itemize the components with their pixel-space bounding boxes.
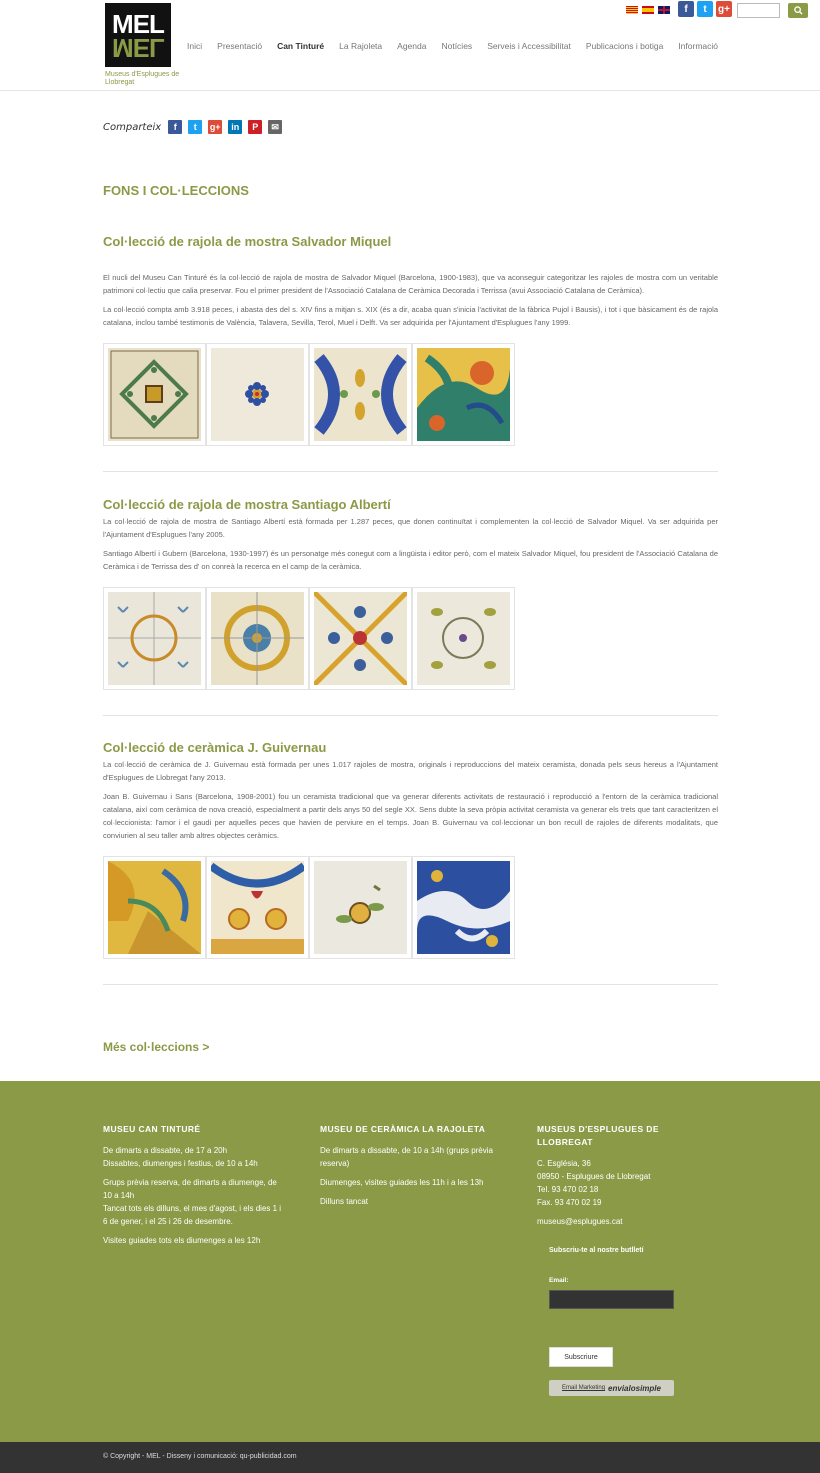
share-bar	[103, 120, 282, 134]
nav-item-noticies[interactable]: Notícies	[441, 41, 473, 51]
tile-thumbnail[interactable]	[309, 587, 412, 690]
site-logo[interactable]	[105, 3, 171, 67]
nav-item-la-rajoleta[interactable]: La Rajoleta	[339, 41, 383, 51]
newsletter-email-label: Email:	[549, 1277, 569, 1284]
nav-item-serveis[interactable]: Serveis i Accessibilitat	[487, 41, 571, 51]
newsletter-email-input[interactable]	[549, 1290, 674, 1309]
section-paragraph: Joan B. Guivernau i Sans (Barcelona, 1908-2001) fou un ceramista tradicional que va generar diferents activitats de restauració i reproducció a l'entorn de la ceràmica tradicional catalana, així com ceràmica de nova creació, especialment a partir dels anys 50 del segle XX. Sens dubte la seva pròpia activitat ceramista va generar els trets que tant caracteritzen el col·leccionista: l'amor i el gaudi per aquelles peces que havien de perviure en el temps. Joan B. Guivernau va col·leccionar un bon recull de rajoles de diferents modalitats, que conviurien al seu taller amb altres objectes ceràmics.	[103, 792, 718, 840]
section-paragraph: Santiago Albertí i Gubern (Barcelona, 1930-1997) és un personatge més conegut com a lingüista i editor però, com el mateix Salvador Miquel, fou president de l'Associació Catalana de Ceràmica i de Terrissa des d' on conreà la recerca en el camp de la ceràmica.	[103, 549, 718, 571]
logo-text-top: MEL	[112, 9, 164, 39]
tile-thumbnail[interactable]	[103, 856, 206, 959]
site-header	[0, 0, 820, 91]
footer-text: Dilluns tancat	[320, 1197, 369, 1206]
tile-thumbnail[interactable]	[309, 343, 412, 446]
newsletter-title: Subscriu-te al nostre butlletí	[549, 1247, 644, 1254]
footer-email-link[interactable]: museus@esplugues.cat	[537, 1217, 623, 1226]
tile-gallery-santiago-alberti	[103, 587, 515, 690]
pinterest-icon[interactable]: P	[248, 120, 262, 134]
tile-thumbnail[interactable]	[206, 587, 309, 690]
nav-item-agenda[interactable]: Agenda	[397, 41, 427, 51]
site-footer	[0, 1081, 820, 1442]
header-social	[678, 1, 732, 17]
email-marketing-badge[interactable]	[549, 1380, 674, 1396]
linkedin-icon[interactable]: in	[228, 120, 242, 134]
email-icon[interactable]: ✉	[268, 120, 282, 134]
tile-thumbnail[interactable]	[309, 856, 412, 959]
facebook-icon[interactable]: f	[168, 120, 182, 134]
tile-thumbnail[interactable]	[103, 343, 206, 446]
newsletter-form	[549, 1247, 661, 1393]
section-title-santiago-alberti: Col·lecció de rajola de mostra Santiago Albertí	[103, 497, 391, 512]
footer-col-title: MUSEU DE CERÀMICA LA RAJOLETA	[320, 1124, 486, 1134]
language-switcher	[626, 6, 670, 14]
nav-item-informacio[interactable]: Informació	[678, 41, 718, 51]
tile-thumbnail[interactable]	[103, 587, 206, 690]
section-paragraph: La col·lecció compta amb 3.918 peces, i abasta des del s. XIV fins a mitjan s. XIX (és a dir, acaba quan s'inicia l'activitat de la fàbrica Pujol i Bausis), i tot i que bàsicament és de rajola catalana, inclou també testimonis de València, Talavera, Sevilla, Terol, Muel i Delft. Va ser adquirida per l'Ajuntament d'Esplugues l'any 1999.	[103, 305, 718, 327]
nav-item-can-tinture[interactable]: Can Tinturé	[277, 41, 325, 51]
more-collections-link[interactable]: Més col·leccions >	[103, 1040, 210, 1054]
badge-brand: envialosimple	[608, 1383, 661, 1393]
tile-gallery-guivernau	[103, 856, 515, 959]
twitter-icon[interactable]: t	[188, 120, 202, 134]
footer-col-title: MUSEUS D'ESPLUGUES DE LLOBREGAT	[537, 1124, 659, 1147]
google-plus-icon[interactable]: g+	[716, 1, 732, 17]
search-button[interactable]	[788, 3, 808, 18]
footer-text: Diumenges, visites guiades les 11h i a les 13h	[320, 1178, 484, 1187]
section-paragraph: El nucli del Museu Can Tinturé és la col·lecció de rajola de mostra de Salvador Miquel (Barcelona, 1900-1983), que va aconseguir categoritzar les rajoles de mostra com un veritable patrimoni col·lectiu que calia preservar. Fou el primer president de l'Associació Catalana de Ceràmica Decorada i Terrissa (avui Associació Catalana de Ceràmica).	[103, 273, 718, 295]
footer-text: De dimarts a dissabte, de 10 a 14h (grups prèvia reserva)	[320, 1146, 493, 1168]
search-icon	[794, 6, 803, 15]
bottom-bar	[0, 1442, 820, 1473]
logo-caption: Museus d'Esplugues de Llobregat	[105, 71, 180, 86]
tile-gallery-salvador-miquel	[103, 343, 515, 446]
section-divider	[103, 984, 718, 985]
google-plus-icon[interactable]: g+	[209, 122, 221, 132]
footer-text: Visites guiades tots els diumenges a les 12h	[103, 1236, 261, 1245]
share-label: Comparteix	[103, 121, 162, 133]
page-title: FONS I COL·LECCIONS	[103, 183, 249, 198]
badge-text: Email Marketing	[562, 1385, 606, 1391]
footer-col-la-rajoleta	[320, 1123, 500, 1214]
footer-text: Grups prèvia reserva, de dimarts a diumenge, de 10 a 14h Tancat tots els dilluns, el mes d'agost, i els dies 1 i 6 de gener, i el 25 i 26 de desembre.	[103, 1178, 282, 1226]
tile-thumbnail[interactable]	[412, 343, 515, 446]
nav-item-inici[interactable]: Inici	[187, 41, 203, 51]
section-divider	[103, 471, 718, 472]
main-nav	[187, 41, 718, 51]
tile-thumbnail[interactable]	[412, 856, 515, 959]
footer-address: C. Església, 36 08950 - Esplugues de Llobregat Tel. 93 470 02 18 Fax. 93 470 02 19	[537, 1159, 651, 1207]
subscribe-button[interactable]: Subscriure	[549, 1347, 613, 1367]
footer-col-can-tinture	[103, 1123, 283, 1253]
search-input[interactable]	[737, 3, 780, 18]
nav-item-presentacio[interactable]: Presentació	[217, 41, 263, 51]
tile-thumbnail[interactable]	[412, 587, 515, 690]
section-paragraph: La col·lecció de rajola de mostra de Santiago Albertí està formada per 1.287 peces, que donen continuïtat i complementen la col·lecció de Salvador Miquel. Va ser adquirida per l'Ajuntament d'Esplugues l'any 2005.	[103, 517, 718, 539]
copyright-text: © Copyright - MEL - Disseny i comunicació: qu-publicidad.com	[103, 1453, 297, 1460]
english-flag-icon[interactable]	[658, 6, 670, 14]
footer-col-contact	[537, 1123, 717, 1234]
section-divider	[103, 715, 718, 716]
catalan-flag-icon[interactable]	[626, 6, 638, 14]
section-title-guivernau: Col·lecció de ceràmica J. Guivernau	[103, 740, 327, 755]
section-title-salvador-miquel: Col·lecció de rajola de mostra Salvador Miquel	[103, 234, 392, 249]
section-paragraph: La col·lecció de ceràmica de J. Guivernau està formada per unes 1.017 rajoles de mostra, originals i reproduccions del mateix ceramista, donada pels seus hereus a l'Ajuntament d'Esplugues de Llobregat l'any 2013.	[103, 760, 718, 782]
nav-item-publicacions[interactable]: Publicacions i botiga	[585, 41, 664, 51]
footer-text: De dimarts a dissabte, de 17 a 20h Dissabtes, diumenges i festius, de 10 a 14h	[103, 1146, 258, 1168]
tile-thumbnail[interactable]	[206, 856, 309, 959]
spanish-flag-icon[interactable]	[642, 6, 654, 14]
twitter-icon[interactable]: t	[697, 1, 713, 17]
footer-col-title: MUSEU CAN TINTURÉ	[103, 1124, 201, 1134]
facebook-icon[interactable]: f	[678, 1, 694, 17]
tile-thumbnail[interactable]	[206, 343, 309, 446]
logo-text-bottom: MEL	[112, 33, 164, 63]
